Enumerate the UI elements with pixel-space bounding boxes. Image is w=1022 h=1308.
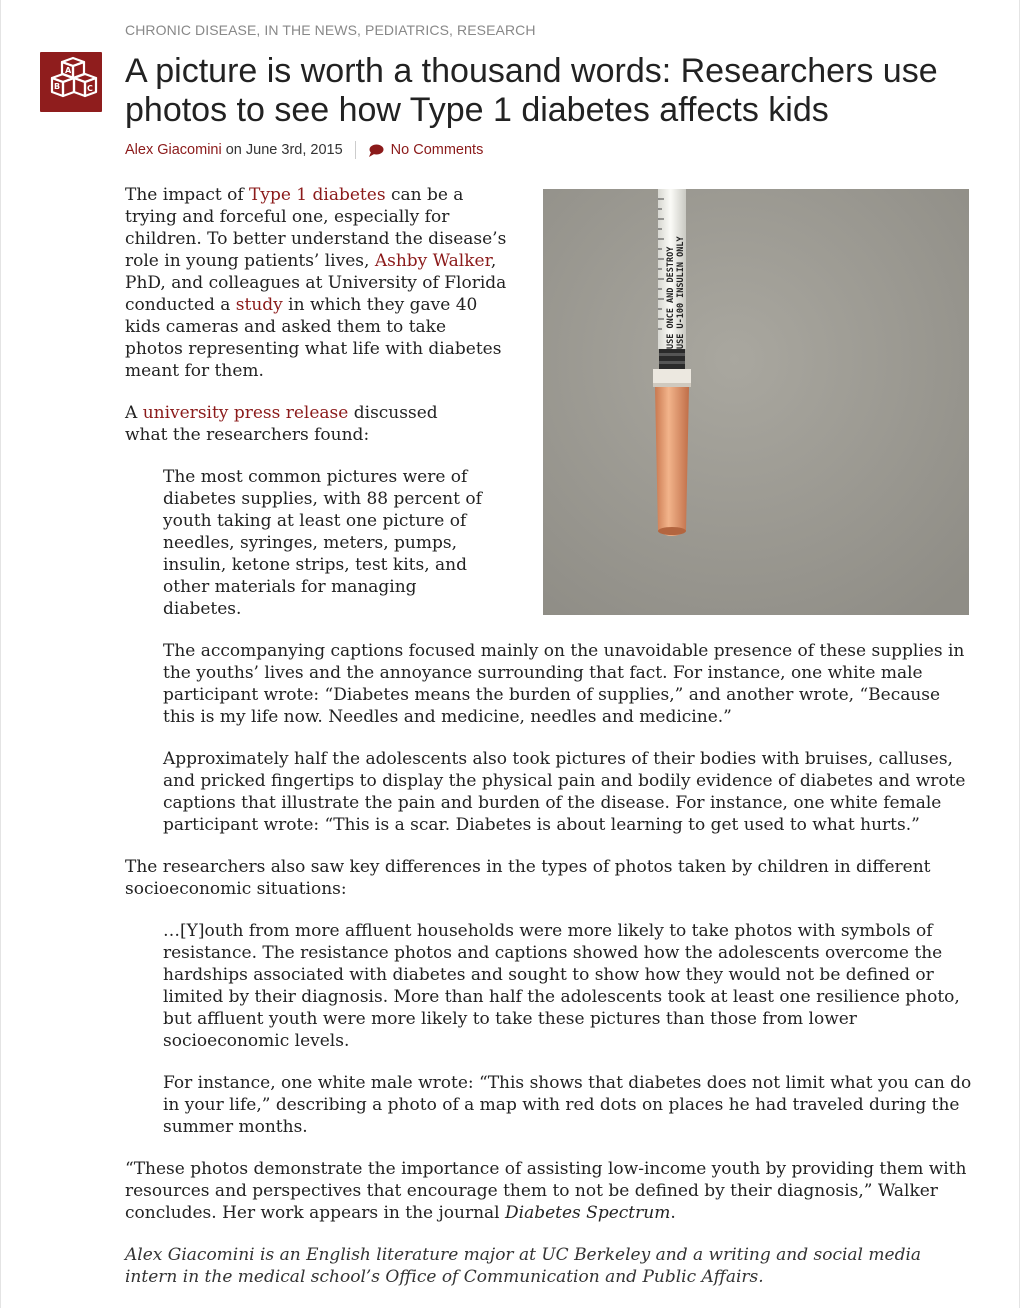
post-title: A picture is worth a thousand words: Researchers use photos to see how Type 1 diabetes affects kids (125, 52, 938, 129)
blockquote-socioeconomic (163, 920, 975, 1138)
category-separator: , (256, 22, 265, 38)
transition-paragraph: The researchers also saw key differences in the types of photos taken by children in different socioeconomic situations: (125, 857, 931, 899)
category-list (125, 22, 536, 38)
type1-diabetes-link[interactable]: Type 1 diabetes (249, 185, 386, 205)
category-link[interactable]: IN THE NEWS (264, 22, 358, 38)
svg-text:B: B (54, 82, 61, 91)
category-separator: , (357, 22, 366, 38)
journal-name: Diabetes Spectrum (505, 1203, 671, 1223)
study-link[interactable]: study (235, 295, 283, 315)
comments-link[interactable]: No Comments (390, 142, 484, 158)
svg-text:A: A (65, 66, 72, 75)
category-link[interactable]: CHRONIC DISEASE (125, 22, 257, 38)
quote-paragraph: Approximately half the adolescents also took pictures of their bodies with bruises, calluses, and pricked fingertips to display the physical pain and bodily evidence of diabetes and wrote captions that illustrate the pain and burden of the disease. For instance, one white female participant wrote: “This is a scar. Diabetes is about learning to get used to what hurts.” (163, 749, 966, 835)
meta-divider (355, 141, 356, 159)
press-release-link[interactable]: university press release (142, 403, 349, 423)
category-link[interactable]: RESEARCH (457, 22, 536, 38)
quote-paragraph: …[Y]outh from more affluent households were more likely to take photos with symbols of resistance. The resistance photos and captions showed how the adolescents overcome the hardships associated with diabetes and sought to show how they would not be defined or limited by their diagnosis. More than half the adolescents took at least one resilience photo, but affluent youth were more likely to take these pictures than those from lower socioeconomic levels. (163, 921, 960, 1051)
ashby-walker-link[interactable]: Ashby Walker (374, 251, 491, 271)
quote-paragraph: The accompanying captions focused mainly on the unavoidable presence of these supplies in the youths’ lives and the annoyance surrounding that fact. For instance, one white male participant wrote: “Diabetes means the burden of supplies,” and another wrote, “Because this is my life now. Needles and medicine, needles and medicine.” (163, 641, 965, 727)
syringe-label-1: USE ONCE AND DESTROY (666, 246, 676, 349)
intro-paragraph: The impact of Type 1 diabetes can be a trying and forceful one, especially for children. To better understand the disease’s role in young patients’ lives, Ashby Walker, PhD, and colleagues at University of Florida conducted a study in which they gave 40 kids cameras and asked them to take photos representing what life with diabetes meant for them. (125, 185, 507, 381)
comment-bubble-icon (368, 144, 384, 157)
conclusion-paragraph: “These photos demonstrate the importance of assisting low-income youth by providing them with resources and perspectives that encourage them to not be defined by their diagnosis,” Walker concludes. Her work appears in the journal Diabetes Spectrum. (125, 1159, 967, 1223)
abc-blocks-icon (40, 52, 102, 112)
svg-text:C: C (87, 84, 93, 93)
author-link[interactable]: Alex Giacomini (125, 142, 222, 158)
quote-paragraph: For instance, one white male wrote: “This shows that diabetes does not limit what you can do in your life,” describing a photo of a map with red dots on places he had traveled during the summer months. (163, 1073, 972, 1137)
press-release-paragraph: A university press release discussed what the researchers found: (125, 403, 438, 445)
article-body (125, 184, 975, 1308)
author-note: Alex Giacomini is an English literature major at UC Berkeley and a writing and social media intern in the medical school’s Office of Communication and Public Affairs. (125, 1245, 922, 1287)
insulin-syringe-photo (543, 189, 969, 615)
post-date: June 3rd, 2015 (245, 142, 343, 158)
syringe-label-2: USE U-100 INSULIN ONLY (676, 236, 686, 349)
post-meta (125, 141, 483, 159)
quote-paragraph: The most common pictures were of diabetes supplies, with 88 percent of youth taking at least one picture of needles, syringes, meters, pumps, insulin, ketone strips, test kits, and other materials for managing diabetes. (163, 467, 482, 619)
category-separator: , (449, 22, 457, 38)
category-link[interactable]: PEDIATRICS (365, 22, 450, 38)
date-prefix: on (225, 142, 242, 158)
